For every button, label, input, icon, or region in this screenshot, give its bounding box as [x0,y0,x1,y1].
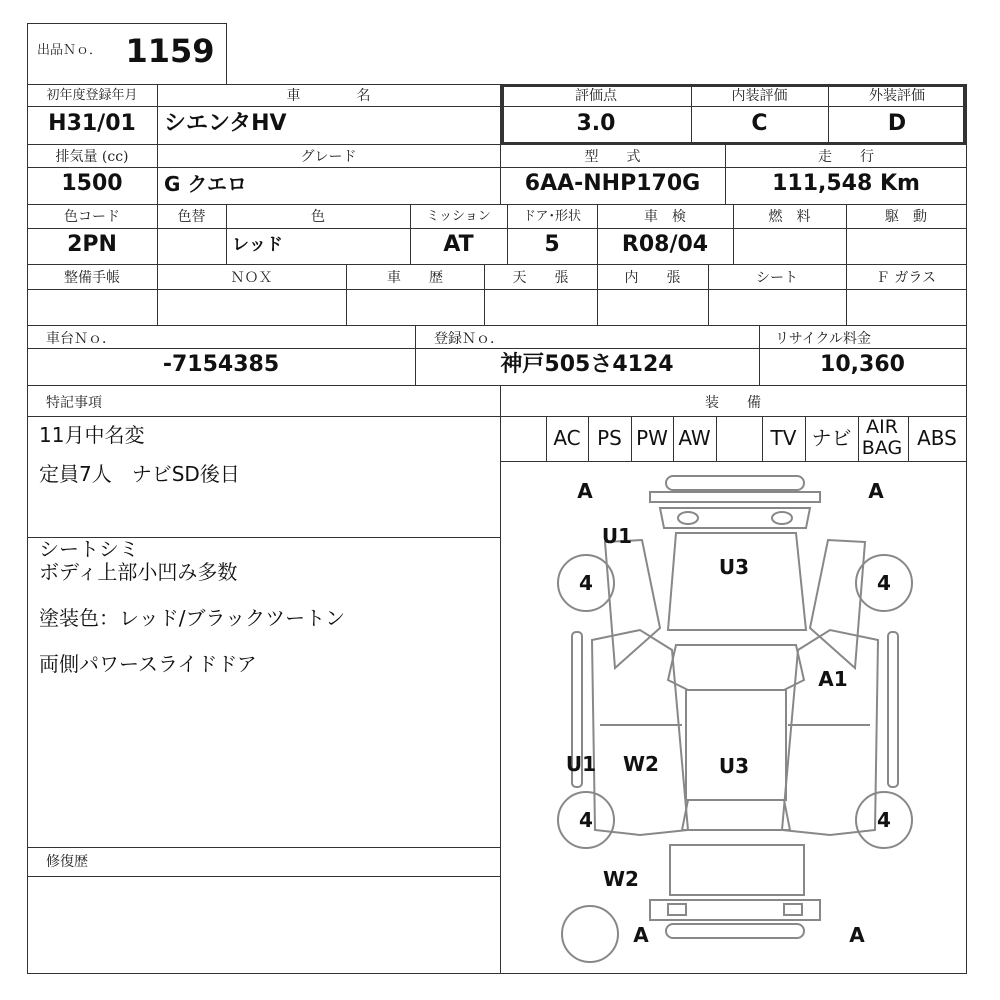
equipment-navi: ナビ [811,426,852,450]
equipment-ps: PS [597,426,622,450]
recycle-label: リサイクル料金 [775,331,872,347]
interior-label: 内装評価 [731,88,788,104]
score-value: 3.0 [576,111,616,136]
repair-label: 修復歴 [46,854,88,870]
car-name-label: 車 名 [286,88,371,104]
mission-label: ミッション [426,209,491,224]
grade-value: G クエロ [164,172,247,196]
color-label: 色 [311,209,325,225]
equipment-abs: ABS [917,426,957,450]
mark-right-door: A1 [818,667,848,691]
equipment-tv: TV [770,426,797,450]
first-reg-label: 初年度登録年月 [46,88,138,103]
score-label: 評価点 [575,88,617,104]
note-line-4: ボディ上部小凹み多数 [39,560,238,584]
mark-rear-right-corner: A [849,923,865,947]
mark-left-quarter: W2 [603,867,639,891]
reg-label: 登録Ｎｏ． [434,331,504,347]
displacement-value: 1500 [61,171,123,196]
note-line-1: 11月中名変 [39,423,145,447]
lot-number: 1159 [125,32,215,70]
note-line-3: シートシミ [39,537,139,561]
exterior-label: 外装評価 [869,88,925,104]
mark-hood: U3 [718,555,750,579]
chassis-value: -7154385 [162,352,280,377]
seat-label: シート [756,270,798,286]
door-label: ドア･形状 [522,209,582,224]
mileage-value: 111,548 Km [772,171,920,196]
mark-left-rocker: U1 [565,752,597,776]
color-value: レッド [232,235,283,255]
mark-wheel-rear-right: 4 [877,808,891,832]
mark-roof: U3 [718,754,750,778]
exterior-value: D [887,111,907,136]
mark-left-front-fender: U1 [601,524,633,548]
reg-value: 神戸505さ4124 [500,352,674,377]
inspection-label: 車 検 [644,209,686,225]
equipment-pw: PW [636,426,668,450]
car-name-value: シエンタHV [164,111,287,136]
equipment-aw: AW [678,426,711,450]
mark-wheel-rear-left: 4 [579,808,593,832]
door-value: 5 [544,232,560,257]
equipment-airbag: AIR BAG [861,416,903,459]
interior-value: C [751,111,768,136]
model-value: 6AA-NHP170G [524,171,701,196]
mark-front-right-corner: A [868,479,884,503]
chassis-label: 車台Ｎｏ． [46,331,116,347]
displacement-label: 排気量 (cc) [55,149,129,165]
note-line-2: 定員7人 ナビSD後日 [39,462,240,486]
color-change-label: 色替 [177,209,206,225]
model-label: 型 式 [584,149,641,165]
drive-label: 駆 動 [885,209,927,225]
mark-left-rear-door: W2 [623,752,659,776]
maintenance-book-label: 整備手帳 [64,270,120,286]
headliner-label: 天 張 [512,270,569,286]
recycle-value: 10,360 [820,352,905,377]
lot-number-label: 出品Ｎｏ． [37,43,103,58]
mark-rear-left-corner: A [633,923,649,947]
mark-wheel-front-right: 4 [877,571,891,595]
mark-wheel-front-left: 4 [579,571,593,595]
front-glass-label: Ｆ ガラス [875,270,937,286]
spare-tire [562,906,618,962]
equipment-label: 装 備 [705,395,761,411]
mission-value: AT [443,232,474,257]
note-line-6: 両側パワースライドドア [39,652,257,676]
note-line-5: 塗装色：レッド/ブラックツートン [39,606,346,630]
fuel-label: 燃 料 [768,209,811,225]
nox-label: ＮＯＸ [230,270,273,286]
inspection-value: R08/04 [621,232,709,257]
color-code-label: 色コード [64,209,120,225]
mark-front-left-corner: A [577,479,593,503]
equipment-ac: AC [553,426,581,450]
interior-trim-label: 内 張 [624,270,681,286]
history-label: 車 歴 [387,270,443,286]
first-reg-value: H31/01 [48,111,136,136]
color-code-value: 2PN [67,232,117,257]
notes-label: 特記事項 [46,395,102,411]
mileage-label: 走 行 [818,149,874,165]
grade-label: グレード [300,149,357,165]
